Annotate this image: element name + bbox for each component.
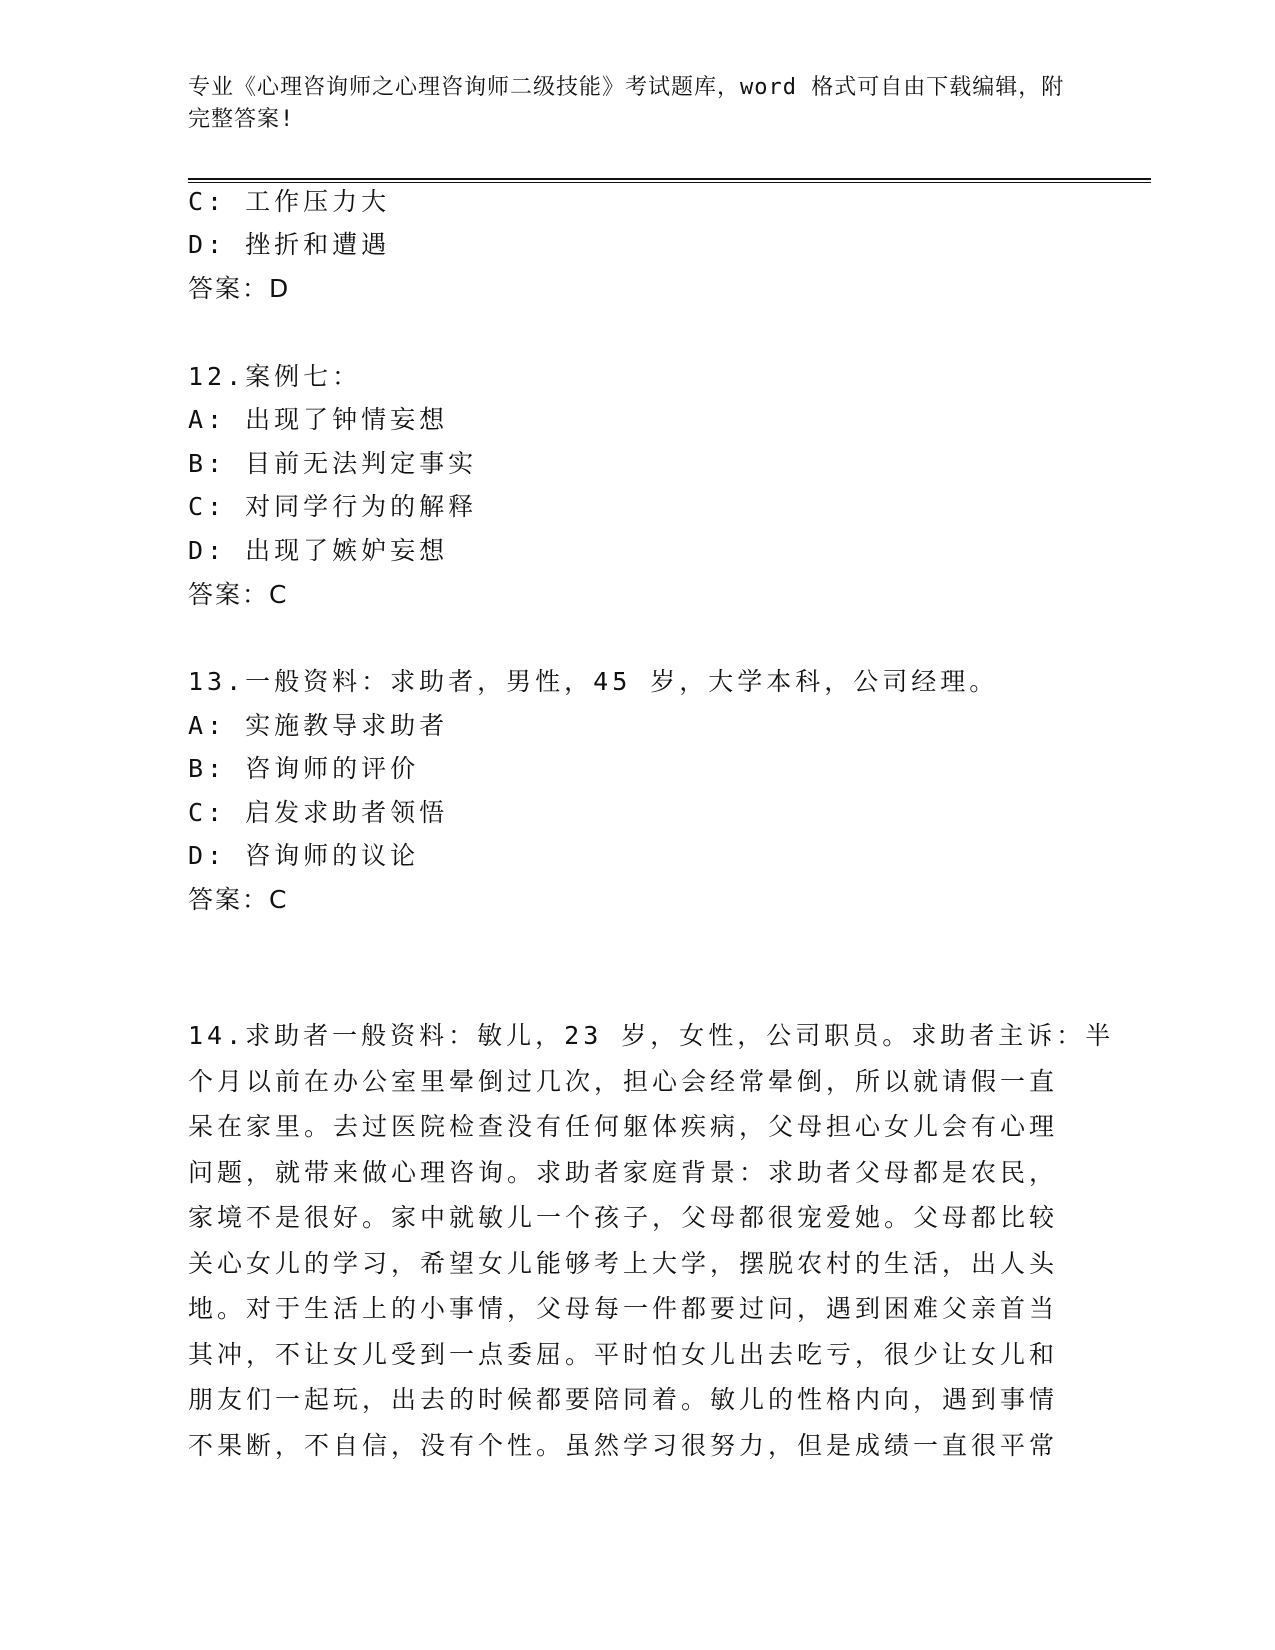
q12-option-c: C: 对同学行为的解释 — [188, 492, 478, 521]
q13-answer: 答案：C — [188, 885, 289, 914]
q11-option-d: D: 挫折和遭遇 — [188, 230, 391, 259]
q14-line: 14.求助者一般资料：敏儿，23 岁，女性，公司职员。求助者主诉：半 — [188, 1021, 1115, 1050]
q12-option-b: B: 目前无法判定事实 — [188, 449, 478, 478]
q14-line: 个月以前在办公室里晕倒过几次，担心会经常晕倒，所以就请假一直 — [188, 1066, 1059, 1096]
q14-line: 其冲，不让女儿受到一点委屈。平时怕女儿出去吃亏，很少让女儿和 — [188, 1339, 1059, 1369]
q12-answer: 答案：C — [188, 580, 289, 609]
q13-option-b: B: 咨询师的评价 — [188, 754, 420, 783]
q13-option-c: C: 启发求助者领悟 — [188, 798, 449, 827]
q14-line: 关心女儿的学习，希望女儿能够考上大学，摆脱农村的生活，出人头 — [188, 1248, 1059, 1278]
q13-option-d: D: 咨询师的议论 — [188, 841, 420, 870]
q12-stem: 12.案例七： — [188, 362, 362, 391]
q14-line: 家境不是很好。家中就敏儿一个孩子，父母都很宠爱她。父母都比较 — [188, 1203, 1059, 1232]
header-divider — [188, 178, 1151, 180]
header-divider-thin — [188, 182, 1151, 183]
q12-option-d: D: 出现了嫉妒妄想 — [188, 536, 449, 565]
q12-option-a: A: 出现了钟情妄想 — [188, 405, 449, 434]
q13-stem: 13.一般资料：求助者，男性，45 岁，大学本科，公司经理。 — [188, 667, 999, 696]
q11-option-c: C: 工作压力大 — [188, 187, 391, 216]
q14-paragraph — [188, 1013, 1115, 1468]
q14-line: 不果断，不自信，没有个性。虽然学习很努力，但是成绩一直很平常 — [188, 1430, 1059, 1460]
q14-line: 呆在家里。去过医院检查没有任何躯体疾病，父母担心女儿会有心理 — [188, 1112, 1059, 1141]
q11-answer: 答案：D — [188, 274, 291, 303]
q14-line: 朋友们一起玩，出去的时候都要陪同着。敏儿的性格内向，遇到事情 — [188, 1385, 1059, 1414]
page-header: 专业《心理咨询师之心理咨询师二级技能》考试题库，word 格式可自由下载编辑，附完整答案! — [188, 75, 1065, 132]
q14-line: 问题，就带来做心理咨询。求助者家庭背景：求助者父母都是农民， — [188, 1157, 1059, 1187]
q13-option-a: A: 实施教导求助者 — [188, 711, 449, 740]
q14-line: 地。对于生活上的小事情，父母每一件都要过问，遇到困难父亲首当 — [188, 1294, 1059, 1323]
